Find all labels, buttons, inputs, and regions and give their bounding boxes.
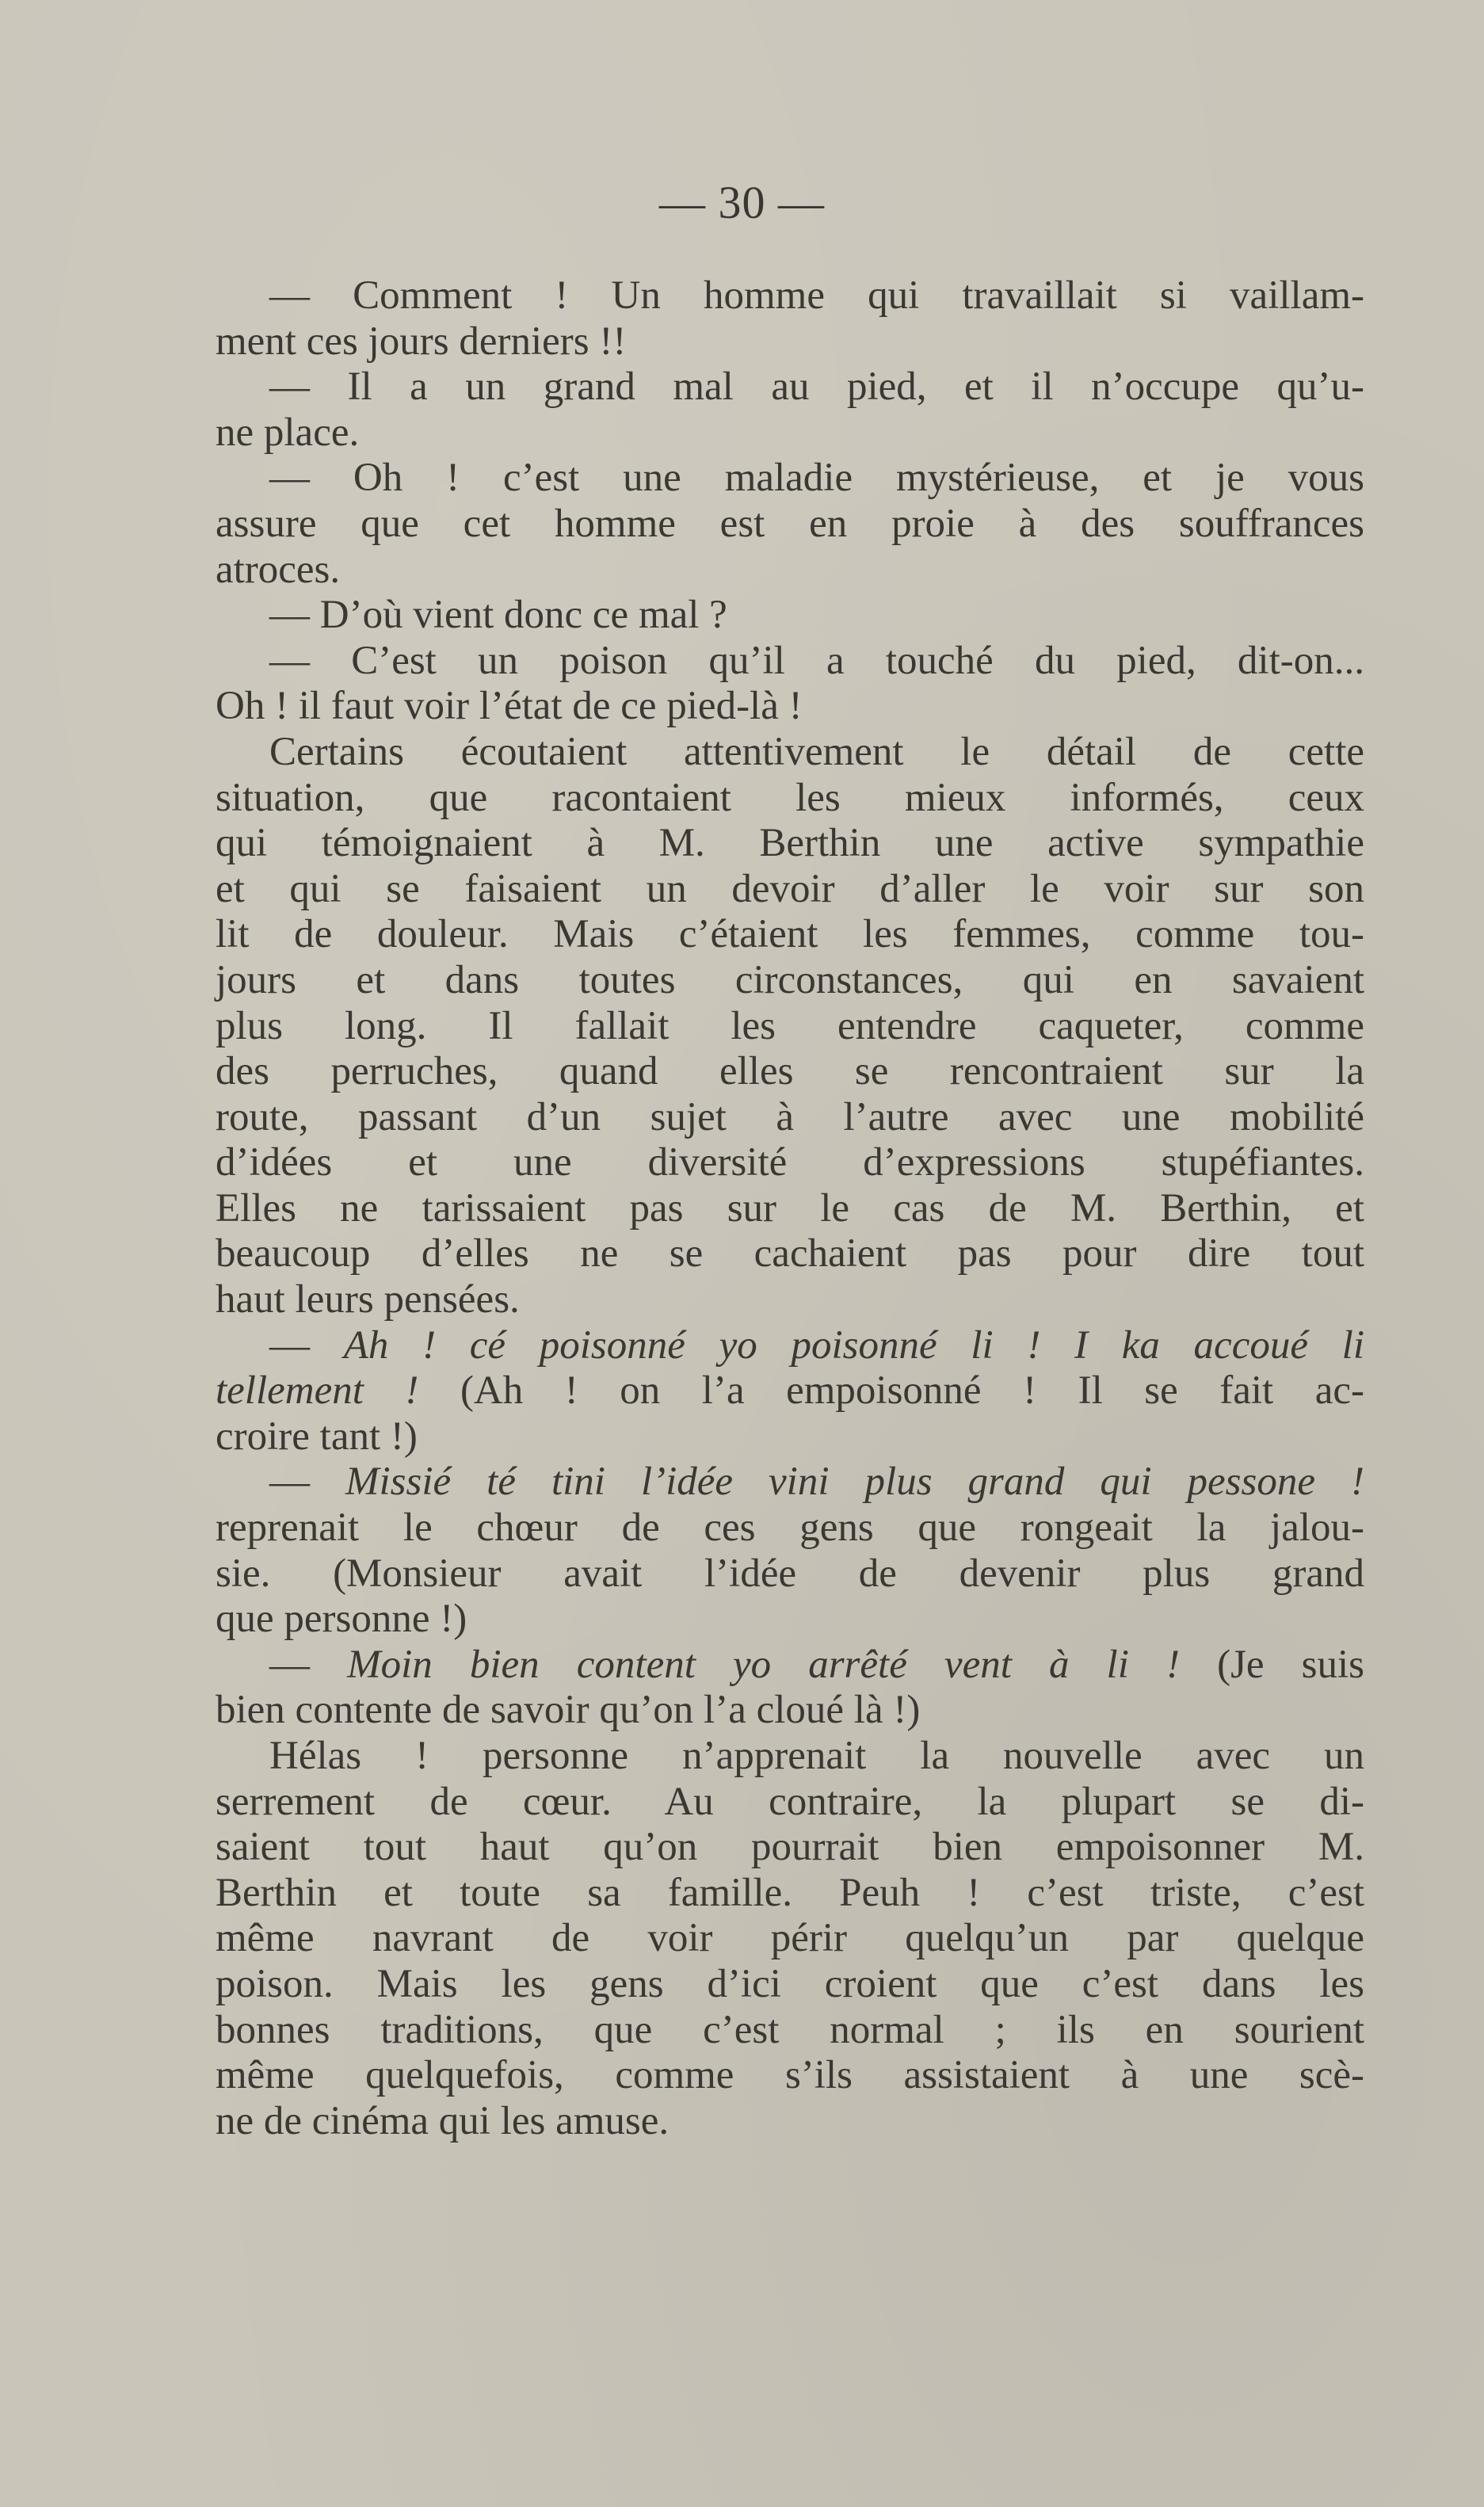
text-line: Berthin et toute sa famille. Peuh ! c’est triste, c’est (216, 1870, 1364, 1915)
text-span: — (269, 1642, 348, 1687)
text-line: et qui se faisaient un devoir d’aller le voir sur son (216, 866, 1364, 911)
text-line: Hélas ! personne n’apprenait la nouvelle avec un (269, 1734, 1364, 1778)
text-line: — C’est un poison qu’il a touché du pied, dit-on... (269, 638, 1364, 683)
creole-quote: Moin bien content yo arrêté vent à li ! (347, 1642, 1180, 1687)
text-span: (Ah ! on l’a empoisonné ! Il se fait ac- (418, 1368, 1364, 1414)
text-line: bien contente de savoir qu’on l’a cloué là !) (216, 1688, 921, 1733)
text-line: poison. Mais les gens d’ici croient que c’est dans les (216, 1961, 1364, 2006)
text-line: — Oh ! c’est une maladie mystérieuse, et je vous (269, 456, 1364, 501)
text-line: croire tant !) (216, 1414, 418, 1459)
text-line: saient tout haut qu’on pourrait bien empoisonner M. (216, 1825, 1364, 1870)
text-line: même navrant de voir périr quelqu’un par quelque (216, 1916, 1364, 1961)
text-span: — (269, 1322, 344, 1368)
page-number: — 30 — (659, 177, 825, 228)
text-line: que personne !) (216, 1597, 467, 1642)
text-line: — Comment ! Un homme qui travaillait si vaillam- (269, 273, 1364, 318)
text-line: Certains écoutaient attentivement le détail de cette (269, 729, 1364, 774)
text-line: sie. (Monsieur avait l’idée de devenir plus grand (216, 1551, 1364, 1596)
creole-quote: tellement ! (216, 1368, 419, 1414)
text-line: beaucoup d’elles ne se cachaient pas pour dire tout (216, 1231, 1364, 1276)
text-line: — D’où vient donc ce mal ? (269, 593, 727, 638)
text-line: ne de cinéma qui les amuse. (216, 2098, 670, 2143)
text-line: plus long. Il fallait les entendre caqueter, comme (216, 1003, 1364, 1048)
text-line: des perruches, quand elles se rencontraient sur la (216, 1049, 1364, 1094)
text-line (216, 1368, 1364, 1414)
text-line: ne place. (216, 410, 360, 455)
text-line (216, 1643, 1364, 1689)
text-line (216, 1323, 1364, 1369)
text-span: — (269, 1460, 345, 1505)
text-line: haut leurs pensées. (216, 1277, 520, 1322)
text-line (216, 1460, 1364, 1505)
text-line: atroces. (216, 547, 341, 592)
text-span: (Je suis (1179, 1642, 1365, 1687)
text-line: même quelquefois, comme s’ils assistaient à une scè- (216, 2053, 1364, 2098)
creole-quote: Missié té tini l’idée vini plus grand qui pessone ! (345, 1460, 1364, 1505)
text-line: bonnes traditions, que c’est normal ; ils en sourient (216, 2007, 1364, 2052)
text-line: reprenait le chœur de ces gens que rongeait la jalou- (216, 1505, 1364, 1551)
text-line: jours et dans toutes circonstances, qui en savaient (216, 957, 1364, 1002)
text-line: — Il a un grand mal au pied, et il n’occupe qu’u- (269, 364, 1364, 410)
text-line: lit de douleur. Mais c’étaient les femmes, comme tou- (216, 912, 1364, 957)
text-line: Elles ne tarissaient pas sur le cas de M. Berthin, et (216, 1185, 1364, 1231)
text-line: d’idées et une diversité d’expressions stupéfiantes. (216, 1140, 1364, 1185)
body-text (216, 273, 1364, 2144)
text-line: route, passant d’un sujet à l’autre avec une mobilité (216, 1094, 1364, 1139)
text-line: qui témoignaient à M. Berthin une active sympathie (216, 821, 1364, 866)
text-line: assure que cet homme est en proie à des souffrances (216, 501, 1364, 546)
text-line: serrement de cœur. Au contraire, la plupart se di- (216, 1779, 1364, 1824)
text-line: ment ces jours derniers !! (216, 319, 627, 364)
creole-quote: Ah ! cé poisonné yo poisonné li ! I ka accoué li (343, 1322, 1365, 1368)
text-line: Oh ! il faut voir l’état de ce pied-là ! (216, 684, 803, 729)
text-line: situation, que racontaient les mieux informés, ceux (216, 775, 1364, 820)
